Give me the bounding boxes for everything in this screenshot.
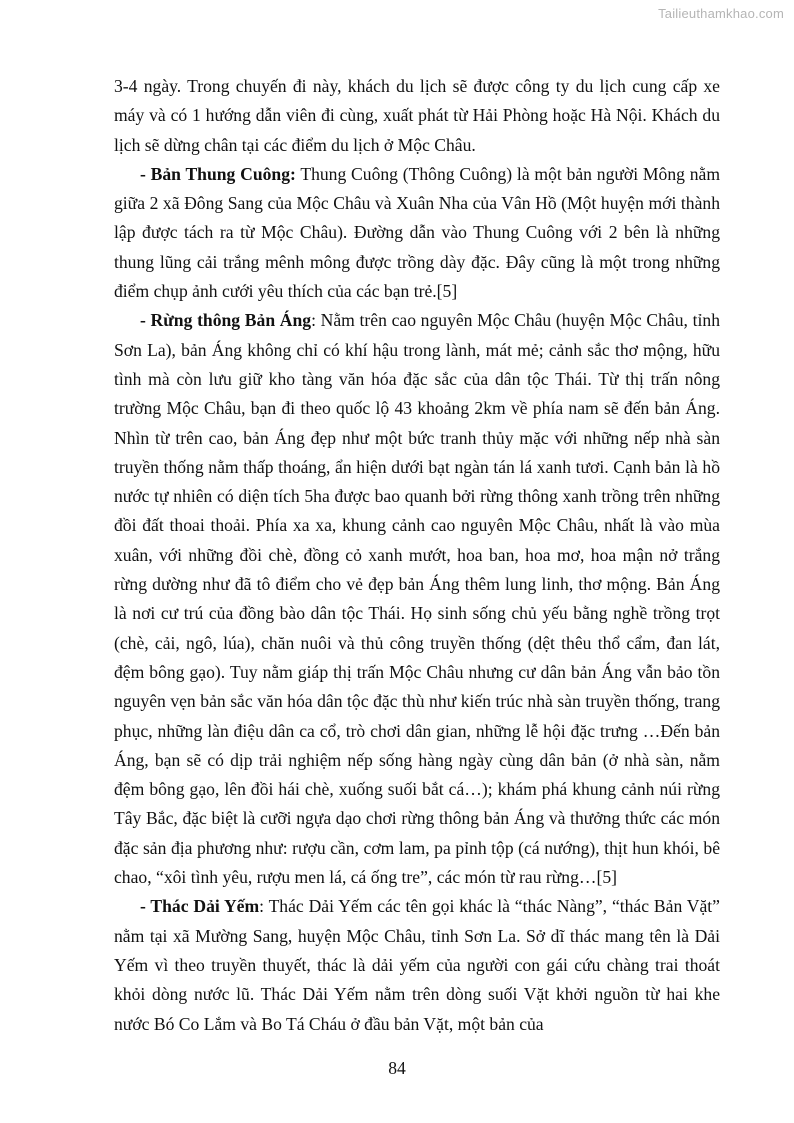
paragraph-thac-dai-yem <box>114 892 720 1038</box>
page-number: 84 <box>388 1058 406 1078</box>
paragraph-text: : Thác Dải Yếm các tên gọi khác là “thác Nàng”, “thác Bản Vặt” nằm tại xã Mường Sang, huyện Mộc Châu, tỉnh Sơn La. Sở dĩ thác mang tên là Dải Yếm vì theo truyền thuyết, thác là dải yếm của người con gái cứu chàng trai thoát khỏi dòng nước lũ. Thác Dải Yếm nằm trên dòng suối Vặt khởi nguồn từ hai khe nước Bó Co Lắm và Bo Tá Cháu ở đầu bản Vặt, một bản của <box>114 896 720 1034</box>
paragraph-text: : Nằm trên cao nguyên Mộc Châu (huyện Mộc Châu, tỉnh Sơn La), bản Áng không chỉ có khí hậu trong lành, mát mẻ; cảnh sắc thơ mộng, hữu tình mà còn lưu giữ kho tàng văn hóa đặc sắc của dân tộc Thái. Từ thị trấn nông trường Mộc Châu, bạn đi theo quốc lộ 43 khoảng 2km về phía nam sẽ đến bản Áng. Nhìn từ trên cao, bản Áng đẹp như một bức tranh thủy mặc với những nếp nhà sàn truyền thống nằm thấp thoáng, ẩn hiện dưới bạt ngàn tán lá xanh tươi. Cạnh bản là hồ nước tự nhiên có diện tích 5ha được bao quanh bởi rừng thông xanh trồng trên những đồi đất thoai thoải. Phía xa xa, khung cảnh cao nguyên Mộc Châu, nhất là vào mùa xuân, với những đồi chè, đồng cỏ xanh mướt, hoa ban, hoa mơ, hoa mận nở trắng rừng dường như đã tô điểm cho vẻ đẹp bản Áng thêm lung linh, thơ mộng. Bản Áng là nơi cư trú của đồng bào dân tộc Thái. Họ sinh sống chủ yếu bằng nghề trồng trọt (chè, cải, ngô, lúa), chăn nuôi và thủ công truyền thống (dệt thêu thổ cẩm, đan lát, đệm bông gạo). Tuy nằm giáp thị trấn Mộc Châu nhưng cư dân bản Áng vẫn bảo tồn nguyên vẹn bản sắc văn hóa dân tộc đặc thù như kiến trúc nhà sàn truyền thống, trang phục, những làn điệu dân ca cổ, trò chơi dân gian, những lễ hội đặc trưng …Đến bản Áng, bạn sẽ có dịp trải nghiệm nếp sống hàng ngày cùng dân bản (ở nhà sàn, nằm đệm bông gạo, lên đồi hái chè, xuống suối bắt cá…); khám phá khung cảnh núi rừng Tây Bắc, đặc biệt là cưỡi ngựa dạo chơi rừng thông bản Áng và thưởng thức các món đặc sản địa phương như: rượu cần, cơm lam, pa pỉnh tộp (cá nướng), thịt hun khói, bê chao, “xôi tình yêu, rượu men lá, cá ống tre”, các món từ rau rừng…[5] <box>114 310 720 888</box>
section-lead-rung-thong-ban-ang: - Rừng thông Bản Áng <box>140 310 312 331</box>
section-lead-thac-dai-yem: - Thác Dải Yếm <box>140 896 260 917</box>
document-body <box>114 72 720 1039</box>
section-lead-ban-thung-cuong: - Bản Thung Cuông: <box>140 163 296 184</box>
paragraph-text: Thung Cuông (Thông Cuông) là một bản người Mông nằm giữa 2 xã Đông Sang của Mộc Châu và Xuân Nha của Vân Hồ (Một huyện mới thành lập được tách ra từ Mộc Châu). Đường dẫn vào Thung Cuông với 2 bên là những thung lũng cải trắng mênh mông được trồng dày đặc. Đây cũng là một trong những điểm chụp ảnh cưới yêu thích của các bạn trẻ.[5] <box>114 163 721 302</box>
paragraph-ban-thung-cuong <box>114 160 720 306</box>
paragraph-rung-thong-ban-ang <box>114 306 720 892</box>
paragraph-intro-continuation <box>114 72 720 160</box>
watermark: Tailieuthamkhao.com <box>658 6 784 21</box>
paragraph-text: 3-4 ngày. Trong chuyến đi này, khách du lịch sẽ được công ty du lịch cung cấp xe máy và có 1 hướng dẫn viên đi cùng, xuất phát từ Hải Phòng hoặc Hà Nội. Khách du lịch sẽ dừng chân tại các điểm du lịch ở Mộc Châu. <box>114 76 720 155</box>
